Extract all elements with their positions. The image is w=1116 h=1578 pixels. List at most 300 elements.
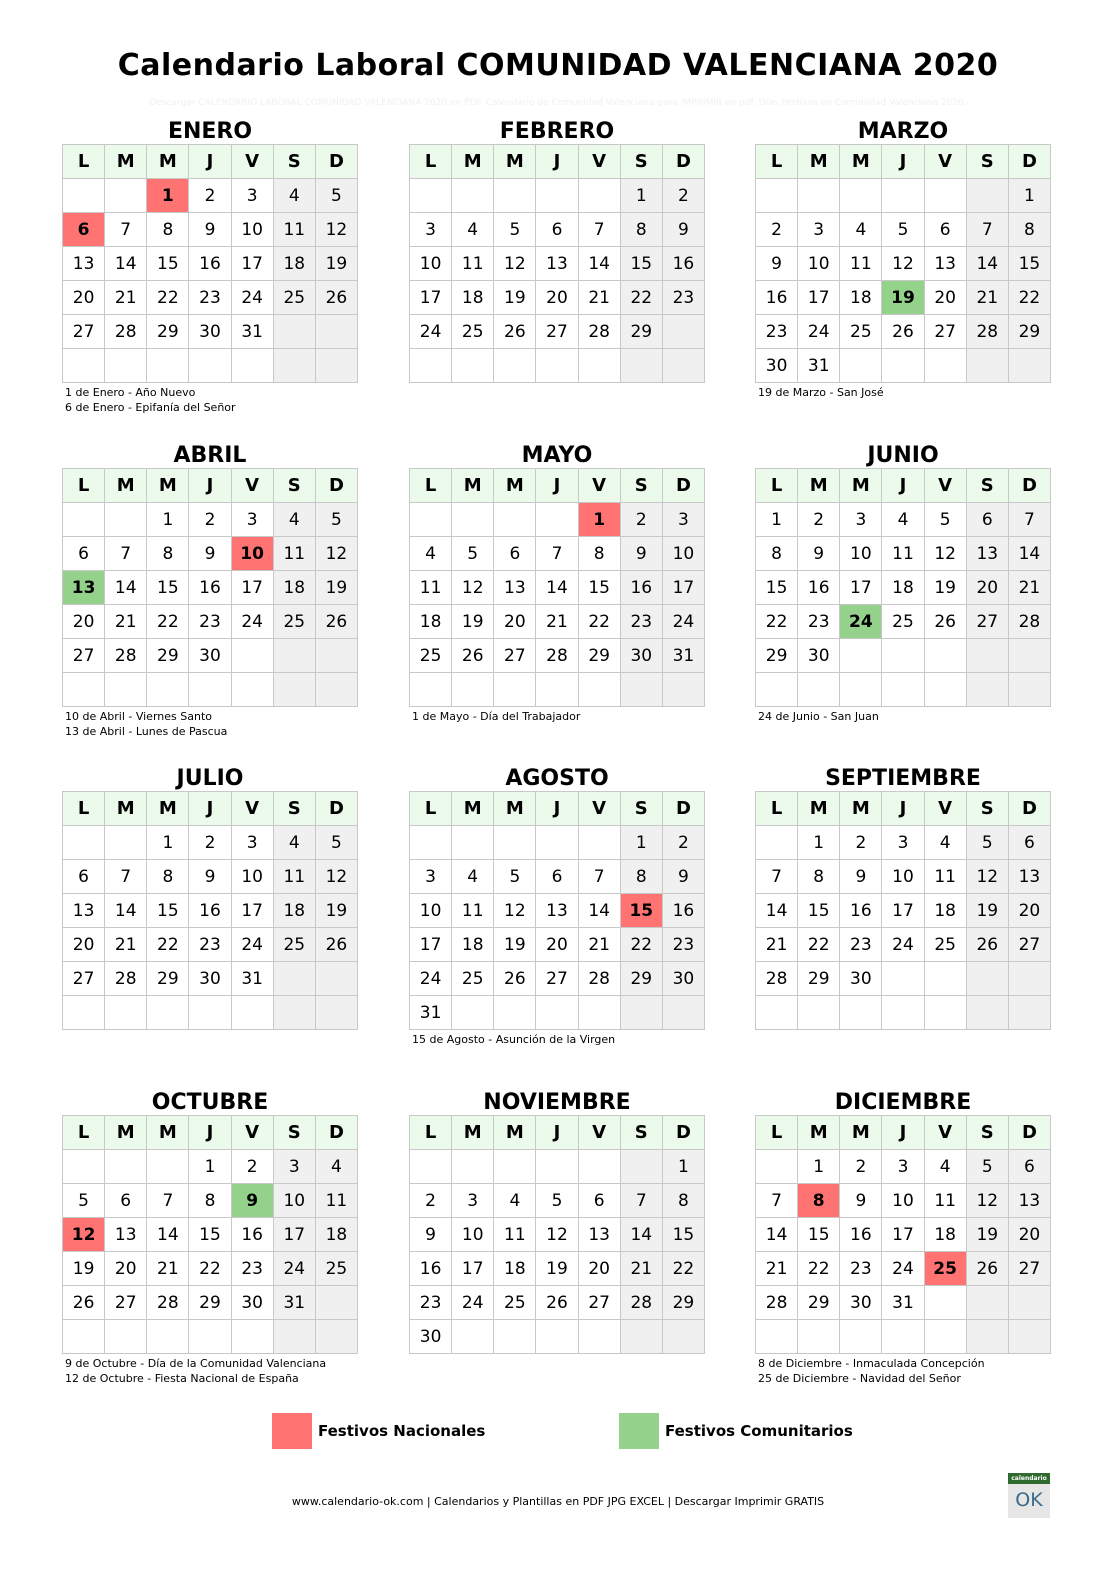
weekday-header: L bbox=[756, 469, 798, 503]
day-cell: 5 bbox=[536, 1184, 578, 1218]
empty-cell bbox=[882, 673, 924, 707]
day-cell: 2 bbox=[231, 1150, 273, 1184]
month-septiembre bbox=[755, 763, 1051, 1032]
holiday-note: 15 de Agosto - Asunción de la Virgen bbox=[412, 1033, 616, 1046]
day-cell: 11 bbox=[882, 537, 924, 571]
day-cell: 26 bbox=[452, 639, 494, 673]
day-cell: 16 bbox=[231, 1218, 273, 1252]
empty-cell bbox=[882, 996, 924, 1030]
day-cell: 26 bbox=[315, 605, 357, 639]
day-cell: 3 bbox=[410, 213, 452, 247]
day-cell: 10 bbox=[273, 1184, 315, 1218]
day-cell: 3 bbox=[410, 860, 452, 894]
empty-cell bbox=[620, 1150, 662, 1184]
empty-cell bbox=[494, 673, 536, 707]
empty-cell bbox=[452, 1150, 494, 1184]
day-cell: 21 bbox=[1008, 571, 1050, 605]
weekday-header: M bbox=[147, 792, 189, 826]
day-cell: 26 bbox=[536, 1286, 578, 1320]
day-cell: 2 bbox=[189, 179, 231, 213]
day-cell: 19 bbox=[452, 605, 494, 639]
weekday-header: M bbox=[147, 1116, 189, 1150]
month-name: MAYO bbox=[521, 443, 593, 468]
day-cell: 7 bbox=[756, 1184, 798, 1218]
weekday-header: M bbox=[452, 1116, 494, 1150]
holiday-notes bbox=[755, 707, 1051, 724]
empty-cell bbox=[452, 996, 494, 1030]
day-cell: 13 bbox=[1008, 860, 1050, 894]
month-name: AGOSTO bbox=[505, 766, 609, 791]
holiday-notes bbox=[755, 1030, 1051, 1032]
day-cell: 15 bbox=[189, 1218, 231, 1252]
day-cell: 29 bbox=[578, 639, 620, 673]
empty-cell bbox=[273, 1320, 315, 1354]
day-cell: 1 bbox=[189, 1150, 231, 1184]
day-cell: 25 bbox=[924, 928, 966, 962]
holiday-note: 13 de Abril - Lunes de Pascua bbox=[65, 725, 228, 738]
day-cell: 18 bbox=[315, 1218, 357, 1252]
weekday-header: L bbox=[756, 792, 798, 826]
empty-cell bbox=[1008, 349, 1050, 383]
day-cell: 29 bbox=[620, 315, 662, 349]
day-cell: 22 bbox=[620, 928, 662, 962]
weekday-header: J bbox=[536, 792, 578, 826]
day-cell: 9 bbox=[662, 213, 704, 247]
day-cell: 30 bbox=[189, 962, 231, 996]
day-cell: 28 bbox=[105, 315, 147, 349]
day-cell: 29 bbox=[147, 315, 189, 349]
day-cell: 6 bbox=[966, 503, 1008, 537]
weekday-header: L bbox=[63, 145, 105, 179]
empty-cell bbox=[452, 826, 494, 860]
day-cell: 4 bbox=[924, 826, 966, 860]
weekday-header: M bbox=[798, 145, 840, 179]
day-cell: 23 bbox=[662, 928, 704, 962]
weekday-header: S bbox=[620, 792, 662, 826]
empty-cell bbox=[924, 1320, 966, 1354]
day-cell: 6 bbox=[1008, 1150, 1050, 1184]
empty-cell bbox=[924, 1286, 966, 1320]
empty-cell bbox=[756, 1320, 798, 1354]
day-cell: 1 bbox=[147, 503, 189, 537]
weekday-header: M bbox=[494, 469, 536, 503]
day-cell: 12 bbox=[494, 247, 536, 281]
day-cell: 2 bbox=[189, 826, 231, 860]
day-cell: 1 bbox=[756, 503, 798, 537]
empty-cell bbox=[452, 673, 494, 707]
day-cell: 4 bbox=[410, 537, 452, 571]
empty-cell bbox=[578, 1150, 620, 1184]
empty-cell bbox=[410, 826, 452, 860]
day-cell: 24 bbox=[410, 315, 452, 349]
day-cell: 29 bbox=[662, 1286, 704, 1320]
day-cell: 29 bbox=[189, 1286, 231, 1320]
day-cell: 27 bbox=[494, 639, 536, 673]
day-cell: 2 bbox=[798, 503, 840, 537]
day-cell: 25 bbox=[452, 962, 494, 996]
weekday-header: J bbox=[882, 469, 924, 503]
day-cell: 27 bbox=[1008, 928, 1050, 962]
day-cell: 16 bbox=[756, 281, 798, 315]
empty-cell bbox=[105, 503, 147, 537]
day-cell: 28 bbox=[756, 1286, 798, 1320]
day-cell: 12 bbox=[536, 1218, 578, 1252]
weekday-header: J bbox=[882, 1116, 924, 1150]
day-cell: 21 bbox=[105, 605, 147, 639]
day-cell: 7 bbox=[147, 1184, 189, 1218]
day-cell: 25 bbox=[410, 639, 452, 673]
empty-cell bbox=[840, 1320, 882, 1354]
day-cell: 5 bbox=[882, 213, 924, 247]
day-cell: 26 bbox=[966, 1252, 1008, 1286]
day-cell: 23 bbox=[189, 281, 231, 315]
day-cell: 10 bbox=[231, 537, 273, 571]
month-name: ENERO bbox=[167, 119, 253, 144]
day-cell: 12 bbox=[882, 247, 924, 281]
empty-cell bbox=[882, 962, 924, 996]
month-table bbox=[409, 791, 705, 1030]
day-cell: 11 bbox=[273, 537, 315, 571]
empty-cell bbox=[840, 179, 882, 213]
day-cell: 14 bbox=[578, 247, 620, 281]
weekday-header: S bbox=[966, 792, 1008, 826]
day-cell: 6 bbox=[63, 213, 105, 247]
empty-cell bbox=[63, 1320, 105, 1354]
weekday-header: D bbox=[315, 1116, 357, 1150]
day-cell: 22 bbox=[147, 605, 189, 639]
weekday-header: L bbox=[63, 1116, 105, 1150]
day-cell: 10 bbox=[882, 860, 924, 894]
month-mayo bbox=[409, 440, 705, 724]
day-cell: 4 bbox=[840, 213, 882, 247]
weekday-header: S bbox=[620, 145, 662, 179]
holiday-note: 25 de Diciembre - Navidad del Señor bbox=[758, 1372, 961, 1385]
day-cell: 10 bbox=[231, 860, 273, 894]
day-cell: 31 bbox=[882, 1286, 924, 1320]
empty-cell bbox=[1008, 1286, 1050, 1320]
empty-cell bbox=[620, 1320, 662, 1354]
month-table bbox=[755, 468, 1051, 707]
month-enero bbox=[62, 116, 358, 415]
empty-cell bbox=[189, 1320, 231, 1354]
day-cell: 19 bbox=[63, 1252, 105, 1286]
empty-cell bbox=[494, 826, 536, 860]
day-cell: 27 bbox=[966, 605, 1008, 639]
empty-cell bbox=[231, 1320, 273, 1354]
day-cell: 7 bbox=[578, 213, 620, 247]
day-cell: 1 bbox=[798, 1150, 840, 1184]
day-cell: 15 bbox=[147, 247, 189, 281]
day-cell: 1 bbox=[798, 826, 840, 860]
month-name: SEPTIEMBRE bbox=[825, 766, 981, 791]
day-cell: 24 bbox=[452, 1286, 494, 1320]
weekday-header: L bbox=[756, 1116, 798, 1150]
month-agosto bbox=[409, 763, 705, 1047]
holiday-note: 24 de Junio - San Juan bbox=[758, 710, 879, 723]
weekday-header: V bbox=[231, 792, 273, 826]
empty-cell bbox=[578, 1320, 620, 1354]
day-cell: 17 bbox=[231, 894, 273, 928]
day-cell: 27 bbox=[105, 1286, 147, 1320]
day-cell: 28 bbox=[756, 962, 798, 996]
day-cell: 7 bbox=[105, 537, 147, 571]
day-cell: 17 bbox=[231, 571, 273, 605]
empty-cell bbox=[620, 349, 662, 383]
day-cell: 16 bbox=[840, 1218, 882, 1252]
day-cell: 17 bbox=[662, 571, 704, 605]
day-cell: 23 bbox=[189, 605, 231, 639]
day-cell: 20 bbox=[536, 928, 578, 962]
day-cell: 9 bbox=[840, 1184, 882, 1218]
day-cell: 24 bbox=[231, 281, 273, 315]
empty-cell bbox=[410, 673, 452, 707]
weekday-header: D bbox=[315, 145, 357, 179]
day-cell: 13 bbox=[578, 1218, 620, 1252]
day-cell: 18 bbox=[924, 894, 966, 928]
day-cell: 9 bbox=[798, 537, 840, 571]
day-cell: 25 bbox=[273, 605, 315, 639]
empty-cell bbox=[231, 639, 273, 673]
day-cell: 14 bbox=[105, 247, 147, 281]
day-cell: 27 bbox=[924, 315, 966, 349]
empty-cell bbox=[273, 996, 315, 1030]
day-cell: 28 bbox=[105, 962, 147, 996]
weekday-header: D bbox=[315, 469, 357, 503]
day-cell: 23 bbox=[798, 605, 840, 639]
day-cell: 9 bbox=[756, 247, 798, 281]
day-cell: 30 bbox=[231, 1286, 273, 1320]
holiday-note: 1 de Mayo - Día del Trabajador bbox=[412, 710, 581, 723]
month-table bbox=[755, 791, 1051, 1030]
day-cell: 8 bbox=[662, 1184, 704, 1218]
day-cell: 2 bbox=[662, 179, 704, 213]
day-cell: 22 bbox=[189, 1252, 231, 1286]
month-octubre bbox=[62, 1087, 358, 1386]
empty-cell bbox=[410, 1150, 452, 1184]
day-cell: 4 bbox=[452, 860, 494, 894]
empty-cell bbox=[105, 1320, 147, 1354]
empty-cell bbox=[63, 1150, 105, 1184]
empty-cell bbox=[273, 315, 315, 349]
empty-cell bbox=[147, 349, 189, 383]
holiday-note: 10 de Abril - Viernes Santo bbox=[65, 710, 212, 723]
weekday-header: V bbox=[578, 792, 620, 826]
day-cell: 8 bbox=[578, 537, 620, 571]
day-cell: 8 bbox=[189, 1184, 231, 1218]
empty-cell bbox=[1008, 1320, 1050, 1354]
month-table bbox=[409, 144, 705, 383]
empty-cell bbox=[231, 349, 273, 383]
day-cell: 4 bbox=[273, 503, 315, 537]
weekday-header: V bbox=[924, 469, 966, 503]
day-cell: 24 bbox=[410, 962, 452, 996]
day-cell: 2 bbox=[756, 213, 798, 247]
empty-cell bbox=[189, 349, 231, 383]
day-cell: 23 bbox=[840, 928, 882, 962]
day-cell: 2 bbox=[189, 503, 231, 537]
empty-cell bbox=[63, 179, 105, 213]
empty-cell bbox=[63, 826, 105, 860]
day-cell: 26 bbox=[494, 962, 536, 996]
day-cell: 30 bbox=[410, 1320, 452, 1354]
weekday-header: J bbox=[189, 469, 231, 503]
empty-cell bbox=[452, 503, 494, 537]
month-name: FEBRERO bbox=[499, 119, 615, 144]
day-cell: 13 bbox=[494, 571, 536, 605]
day-cell: 1 bbox=[1008, 179, 1050, 213]
month-febrero bbox=[409, 116, 705, 385]
day-cell: 26 bbox=[315, 928, 357, 962]
day-cell: 28 bbox=[147, 1286, 189, 1320]
day-cell: 26 bbox=[882, 315, 924, 349]
day-cell: 2 bbox=[410, 1184, 452, 1218]
weekday-header: J bbox=[536, 469, 578, 503]
month-table bbox=[62, 468, 358, 707]
day-cell: 22 bbox=[620, 281, 662, 315]
day-cell: 27 bbox=[536, 962, 578, 996]
day-cell: 17 bbox=[798, 281, 840, 315]
day-cell: 3 bbox=[231, 826, 273, 860]
day-cell: 30 bbox=[189, 315, 231, 349]
weekday-header: M bbox=[798, 1116, 840, 1150]
day-cell: 8 bbox=[147, 537, 189, 571]
day-cell: 4 bbox=[494, 1184, 536, 1218]
day-cell: 24 bbox=[231, 605, 273, 639]
weekday-header: D bbox=[662, 1116, 704, 1150]
empty-cell bbox=[1008, 639, 1050, 673]
day-cell: 21 bbox=[105, 281, 147, 315]
day-cell: 17 bbox=[410, 281, 452, 315]
day-cell: 26 bbox=[315, 281, 357, 315]
day-cell: 21 bbox=[536, 605, 578, 639]
day-cell: 6 bbox=[924, 213, 966, 247]
day-cell: 17 bbox=[452, 1252, 494, 1286]
empty-cell bbox=[924, 996, 966, 1030]
empty-cell bbox=[924, 673, 966, 707]
weekday-header: S bbox=[273, 469, 315, 503]
empty-cell bbox=[966, 962, 1008, 996]
empty-cell bbox=[966, 996, 1008, 1030]
empty-cell bbox=[924, 639, 966, 673]
weekday-header: M bbox=[494, 145, 536, 179]
day-cell: 20 bbox=[63, 928, 105, 962]
empty-cell bbox=[315, 996, 357, 1030]
day-cell: 30 bbox=[840, 1286, 882, 1320]
legend-community bbox=[619, 1412, 853, 1450]
month-name: ABRIL bbox=[173, 443, 247, 468]
empty-cell bbox=[578, 673, 620, 707]
empty-cell bbox=[1008, 673, 1050, 707]
empty-cell bbox=[63, 503, 105, 537]
day-cell: 19 bbox=[536, 1252, 578, 1286]
empty-cell bbox=[452, 349, 494, 383]
day-cell: 24 bbox=[273, 1252, 315, 1286]
empty-cell bbox=[410, 179, 452, 213]
holiday-notes bbox=[62, 1354, 358, 1386]
weekday-header: J bbox=[882, 145, 924, 179]
day-cell: 30 bbox=[756, 349, 798, 383]
day-cell: 19 bbox=[966, 1218, 1008, 1252]
day-cell: 25 bbox=[273, 281, 315, 315]
day-cell: 25 bbox=[273, 928, 315, 962]
month-table bbox=[62, 791, 358, 1030]
day-cell: 20 bbox=[494, 605, 536, 639]
day-cell: 19 bbox=[966, 894, 1008, 928]
month-table bbox=[409, 468, 705, 707]
holiday-note: 9 de Octubre - Día de la Comunidad Valenciana bbox=[65, 1357, 327, 1370]
weekday-header: D bbox=[315, 792, 357, 826]
day-cell: 12 bbox=[924, 537, 966, 571]
day-cell: 3 bbox=[273, 1150, 315, 1184]
weekday-header: S bbox=[273, 792, 315, 826]
day-cell: 15 bbox=[662, 1218, 704, 1252]
empty-cell bbox=[147, 996, 189, 1030]
weekday-header: L bbox=[410, 469, 452, 503]
empty-cell bbox=[536, 1150, 578, 1184]
day-cell: 29 bbox=[620, 962, 662, 996]
day-cell: 3 bbox=[840, 503, 882, 537]
day-cell: 19 bbox=[315, 247, 357, 281]
day-cell: 1 bbox=[620, 826, 662, 860]
day-cell: 26 bbox=[966, 928, 1008, 962]
day-cell: 4 bbox=[273, 826, 315, 860]
day-cell: 14 bbox=[105, 894, 147, 928]
empty-cell bbox=[756, 1150, 798, 1184]
empty-cell bbox=[315, 1320, 357, 1354]
weekday-header: S bbox=[273, 1116, 315, 1150]
empty-cell bbox=[798, 1320, 840, 1354]
day-cell: 6 bbox=[105, 1184, 147, 1218]
weekday-header: L bbox=[410, 1116, 452, 1150]
weekday-header: M bbox=[452, 792, 494, 826]
page-subtitle: Descargar CALENDARIO LABORAL COMUNIDAD VALENCIANA 2020 en PDF. Calendario de Comunidad Valenciana para IMPRIMIR en pdf. Días Festivos en Comunidad Valenciana 2020. bbox=[149, 98, 967, 108]
weekday-header: D bbox=[1008, 1116, 1050, 1150]
day-cell: 30 bbox=[620, 639, 662, 673]
day-cell: 15 bbox=[756, 571, 798, 605]
empty-cell bbox=[662, 315, 704, 349]
month-name: NOVIEMBRE bbox=[483, 1090, 631, 1115]
holiday-notes bbox=[409, 707, 705, 724]
day-cell: 9 bbox=[231, 1184, 273, 1218]
empty-cell bbox=[798, 996, 840, 1030]
month-name: OCTUBRE bbox=[151, 1090, 269, 1115]
month-table bbox=[409, 1115, 705, 1354]
weekday-header: L bbox=[63, 792, 105, 826]
month-abril bbox=[62, 440, 358, 739]
day-cell: 10 bbox=[410, 894, 452, 928]
day-cell: 29 bbox=[147, 639, 189, 673]
weekday-header: M bbox=[494, 792, 536, 826]
day-cell: 9 bbox=[189, 537, 231, 571]
weekday-header: D bbox=[1008, 792, 1050, 826]
day-cell: 26 bbox=[63, 1286, 105, 1320]
day-cell: 26 bbox=[494, 315, 536, 349]
day-cell: 7 bbox=[105, 860, 147, 894]
month-name: MARZO bbox=[857, 119, 949, 144]
day-cell: 18 bbox=[924, 1218, 966, 1252]
day-cell: 22 bbox=[1008, 281, 1050, 315]
weekday-header: D bbox=[1008, 145, 1050, 179]
weekday-header: D bbox=[662, 145, 704, 179]
day-cell: 18 bbox=[494, 1252, 536, 1286]
day-cell: 22 bbox=[662, 1252, 704, 1286]
day-cell: 7 bbox=[536, 537, 578, 571]
empty-cell bbox=[756, 673, 798, 707]
empty-cell bbox=[924, 962, 966, 996]
day-cell: 11 bbox=[924, 860, 966, 894]
month-name: JULIO bbox=[176, 766, 244, 791]
day-cell: 25 bbox=[924, 1252, 966, 1286]
